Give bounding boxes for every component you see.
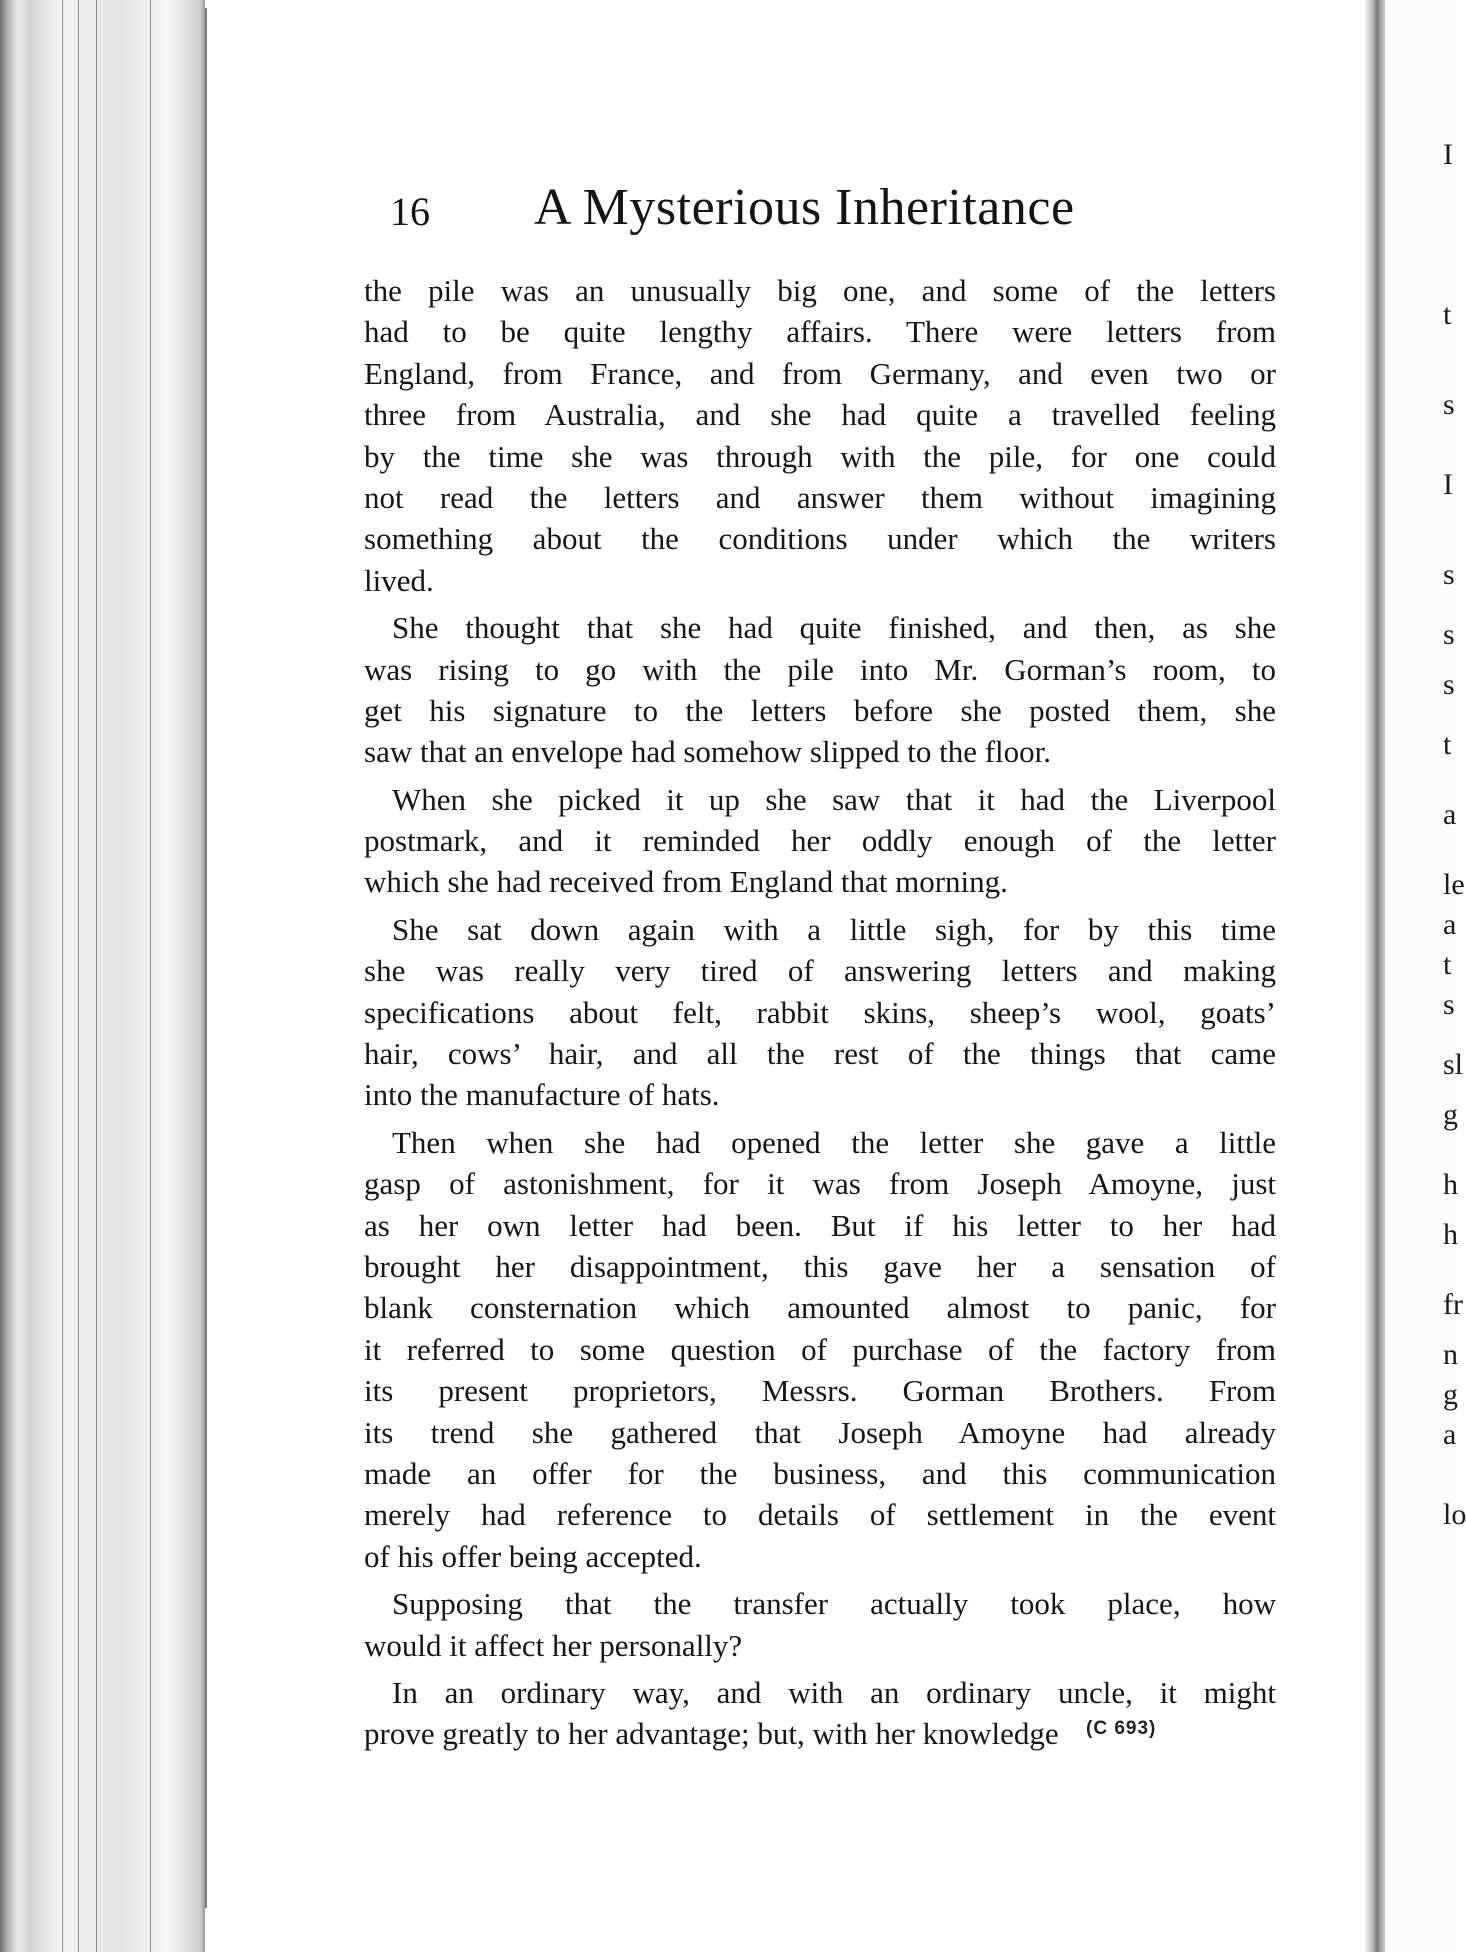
text-line: blank consternation which amounted almost to panic, for [364,1290,1276,1326]
text-line: into the manufacture of hats. [364,1077,720,1113]
adjacent-page-fragment: s [1443,558,1455,591]
text-line: made an offer for the business, and this communication [364,1455,1276,1491]
adjacent-page-fragment: fr [1443,1288,1463,1321]
adjacent-page-fragment: s [1443,668,1455,701]
printer-signature-mark: (C 693) [1086,1718,1157,1739]
page-edge-line [62,0,63,1952]
text-line: postmark, and it reminded her oddly enough of the letter [364,823,1276,859]
adjacent-page-fragment: I [1443,468,1453,501]
text-line: Then when she had opened the letter she gave a little [392,1124,1276,1160]
adjacent-page-fragment: I [1443,138,1453,171]
adjacent-page-fragment: s [1443,618,1455,651]
text-line: saw that an envelope had somehow slipped to the floor. [364,734,1052,770]
text-line: specifications about felt, rabbit skins, sheep’s wool, goats’ [364,994,1276,1030]
adjacent-page-fragment: g [1443,1378,1458,1411]
text-line: She thought that she had quite finished, and then, as she [392,610,1276,646]
text-line: the pile was an unusually big one, and some of the letters [364,273,1276,308]
adjacent-page-fragment: h [1443,1218,1458,1251]
adjacent-page-fragment: s [1443,388,1455,421]
text-line: In an ordinary way, and with an ordinary uncle, it might [392,1674,1276,1710]
text-line: When she picked it up she saw that it had the Liverpool [392,781,1276,817]
adjacent-page-fragment: t [1443,298,1452,331]
text-line: prove greatly to her advantage; but, with her knowledge [364,1716,1059,1752]
text-line: Supposing that the transfer actually took place, how [392,1586,1276,1622]
adjacent-page-fragment: lo [1443,1498,1466,1531]
adjacent-page-fragment: t [1443,728,1452,761]
text-line: brought her disappointment, this gave her a sensation of [364,1248,1276,1284]
text-line: had to be quite lengthy affairs. There were letters from [364,314,1276,350]
text-line: which she had received from England that morning. [364,864,1008,900]
text-line: England, from France, and from Germany, and even two or [364,355,1276,391]
text-line: was rising to go with the pile into Mr. Gorman’s room, to [364,651,1276,687]
text-line: three from Australia, and she had quite a travelled feeling [364,397,1276,433]
adjacent-page-fragment: t [1443,948,1452,981]
text-line: lived. [364,562,434,598]
page-edge-line [96,0,97,1952]
text-line: she was really very tired of answering letters and making [364,953,1276,989]
book-gutter [1365,0,1385,1952]
text-line: merely had reference to details of settlement in the event [364,1497,1276,1533]
text-line: its trend she gathered that Joseph Amoyne had already [364,1414,1276,1450]
text-line: would it affect her personally? [364,1627,743,1663]
book-page-edges [0,0,205,1952]
adjacent-page-fragment: a [1443,798,1457,831]
text-line: gasp of astonishment, for it was from Joseph Amoyne, just [364,1166,1276,1202]
text-line: She sat down again with a little sigh, for by this time [392,911,1276,947]
page-edge-line [78,0,79,1952]
text-line: get his signature to the letters before she posted them, she [364,692,1276,728]
page-edge-line [150,0,151,1952]
adjacent-page-fragment: s [1443,988,1455,1021]
text-line: hair, cows’ hair, and all the rest of the things that came [364,1036,1276,1072]
text-line: by the time she was through with the pile, for one could [364,438,1276,474]
adjacent-page-fragment: g [1443,1098,1458,1131]
text-line: something about the conditions under which the writers [364,521,1276,557]
adjacent-page-fragment: n [1443,1338,1458,1371]
text-line: as her own letter had been. But if his letter to her had [364,1207,1276,1243]
text-line: it referred to some question of purchase of the factory from [364,1331,1276,1367]
text-line: its present proprietors, Messrs. Gorman Brothers. From [364,1373,1276,1409]
adjacent-page-fragment: sl [1443,1048,1464,1081]
adjacent-page-fragment: a [1443,908,1457,941]
text-line: of his offer being accepted. [364,1538,702,1574]
page-number: 16 [390,189,430,234]
adjacent-page-fragment: h [1443,1168,1458,1201]
adjacent-page [1385,0,1466,1952]
adjacent-page-fragment: a [1443,1418,1457,1451]
text-line: not read the letters and answer them without imagining [364,479,1276,515]
body-text [364,270,1276,1755]
running-title: A Mysterious Inheritance [534,179,1075,236]
adjacent-page-fragment: le [1443,868,1465,901]
